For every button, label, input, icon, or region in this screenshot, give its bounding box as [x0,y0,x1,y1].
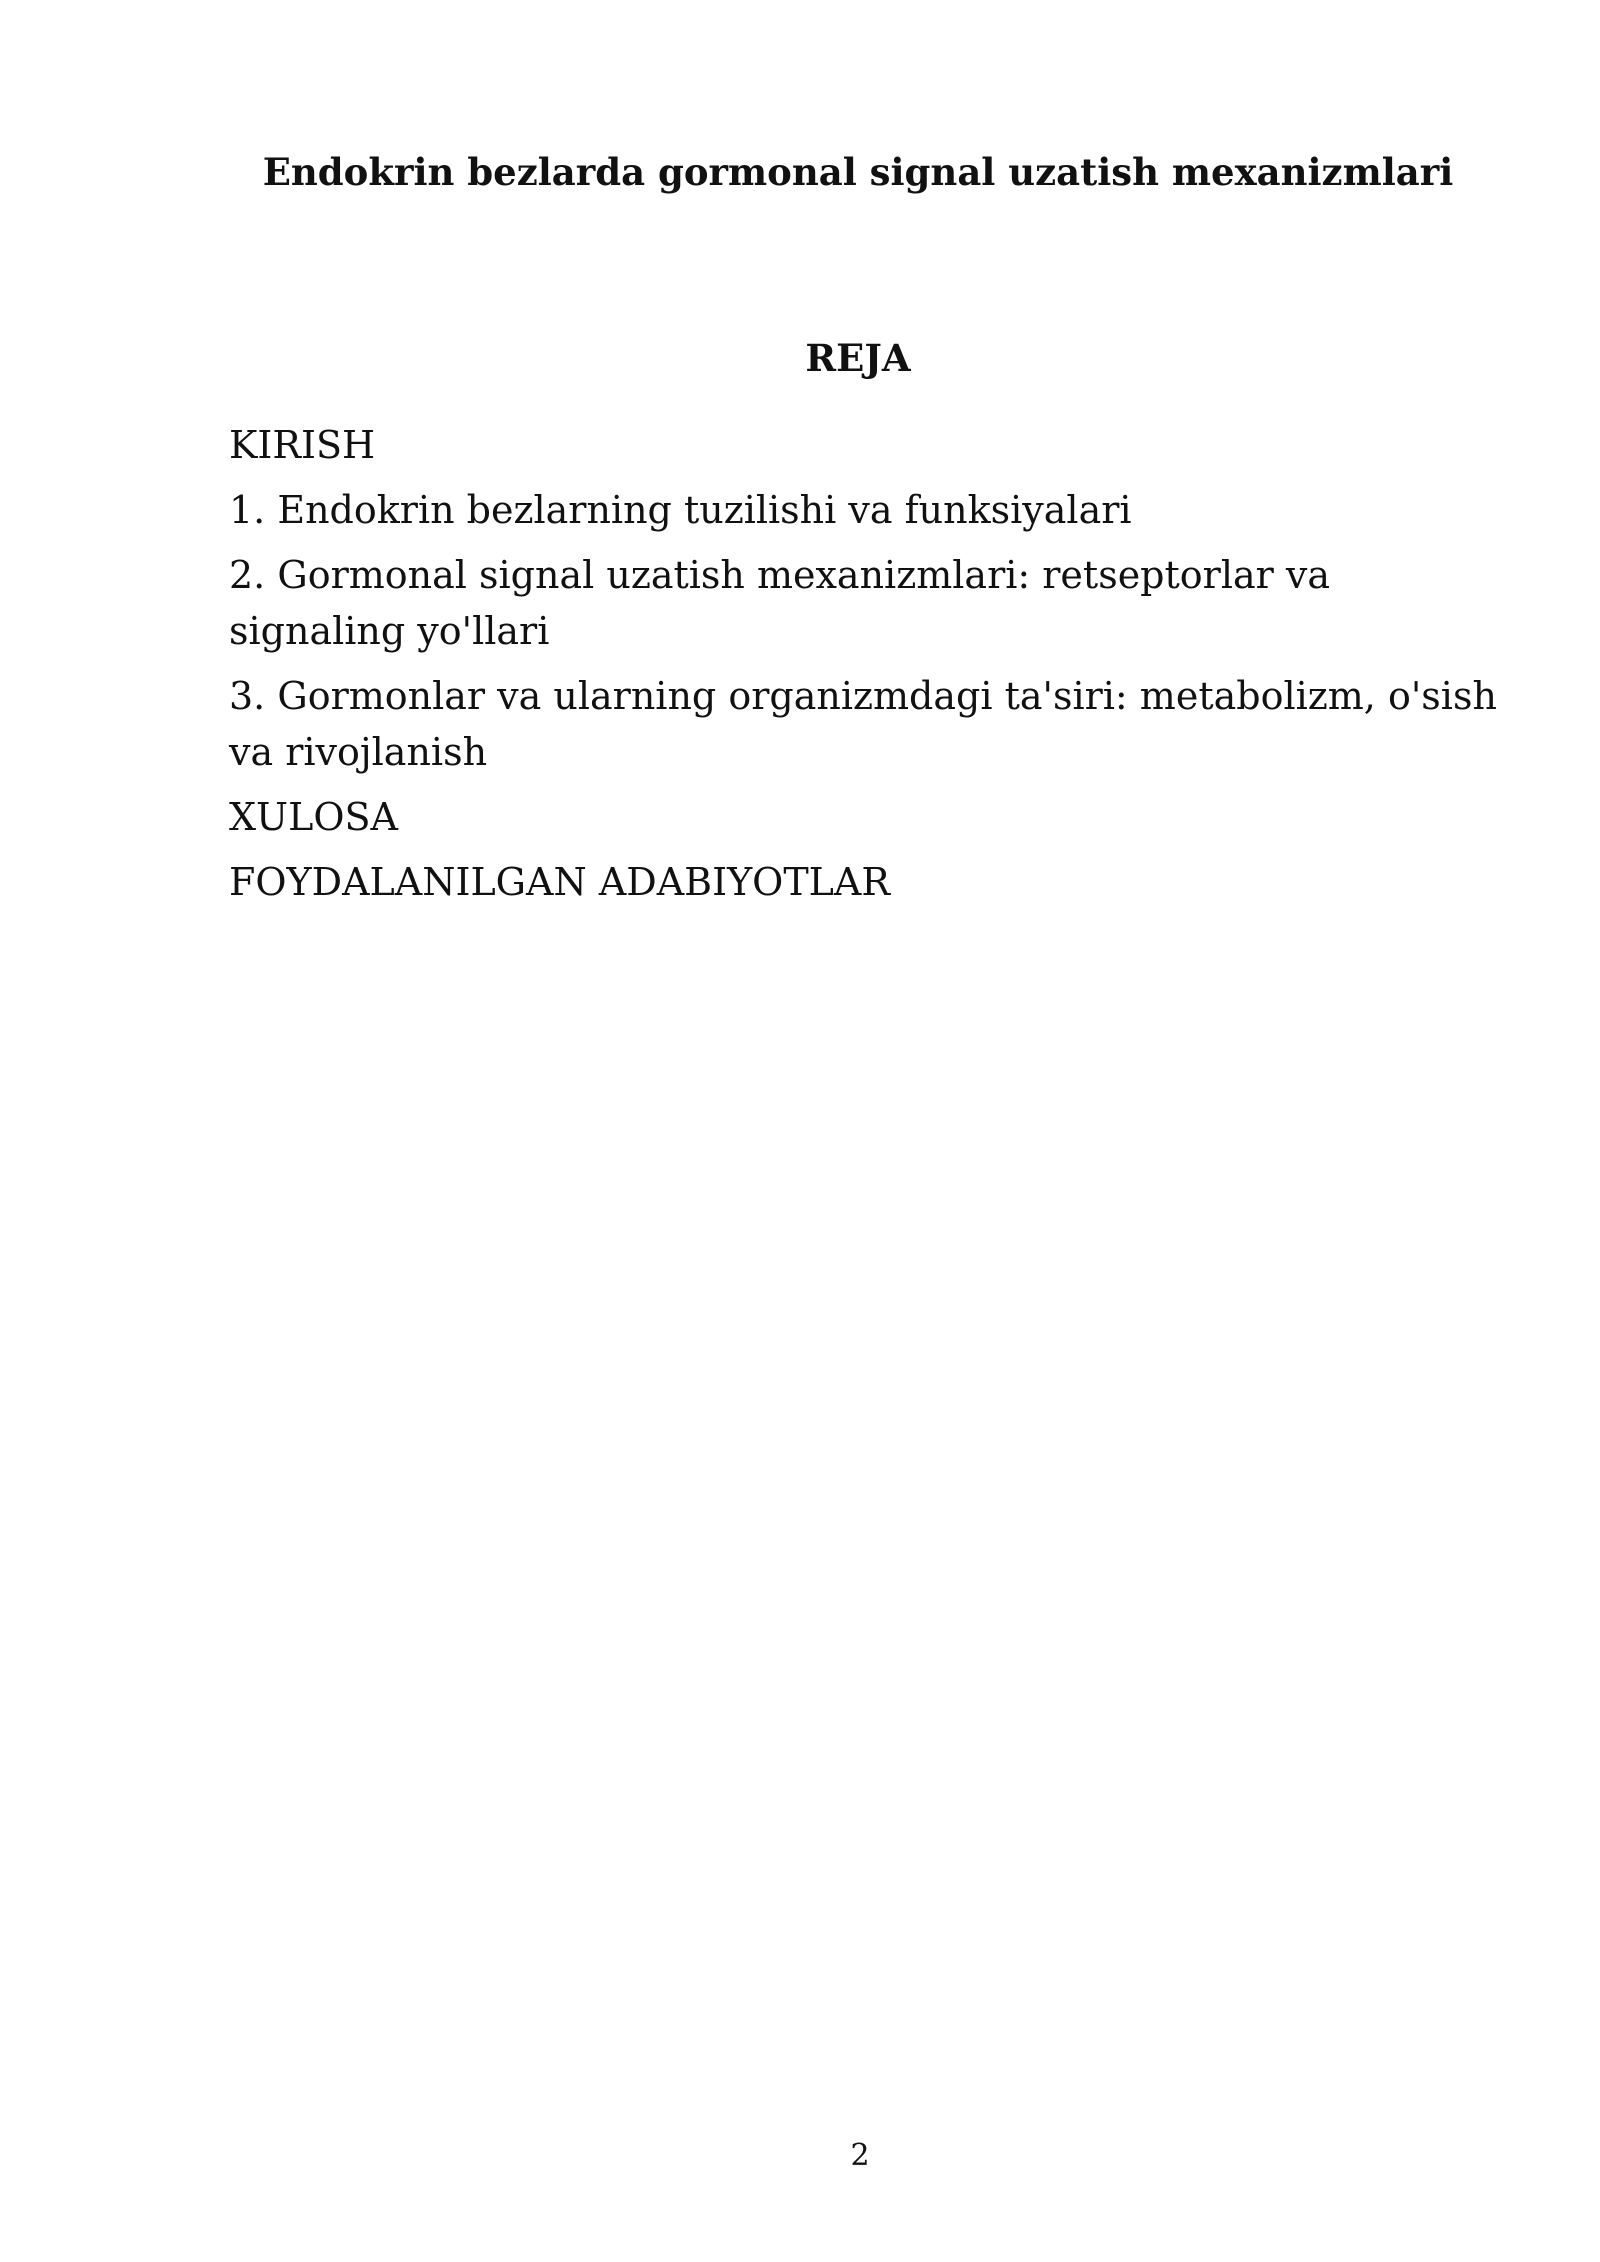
plan-item-1: 1. Endokrin bezlarning tuzilishi va funksiyalari [229,488,1132,532]
plan-item-conclusion: XULOSA [229,795,398,839]
document-title: Endokrin bezlarda gormonal signal uzatish mexanizmlari [262,150,1454,194]
plan-list [229,417,1499,919]
plan-heading: REJA [805,336,911,380]
plan-item-3: 3. Gormonlar va ularning organizmdagi ta'siri: metabolizm, o'sish va rivojlanish [229,674,1497,774]
plan-item-2: 2. Gormonal signal uzatish mexanizmlari: retseptorlar va signaling yo'llari [229,553,1330,653]
plan-item-introduction: KIRISH [229,423,376,467]
page-number: 2 [850,2138,870,2173]
plan-item-references: FOYDALANILGAN ADABIYOTLAR [229,860,890,904]
